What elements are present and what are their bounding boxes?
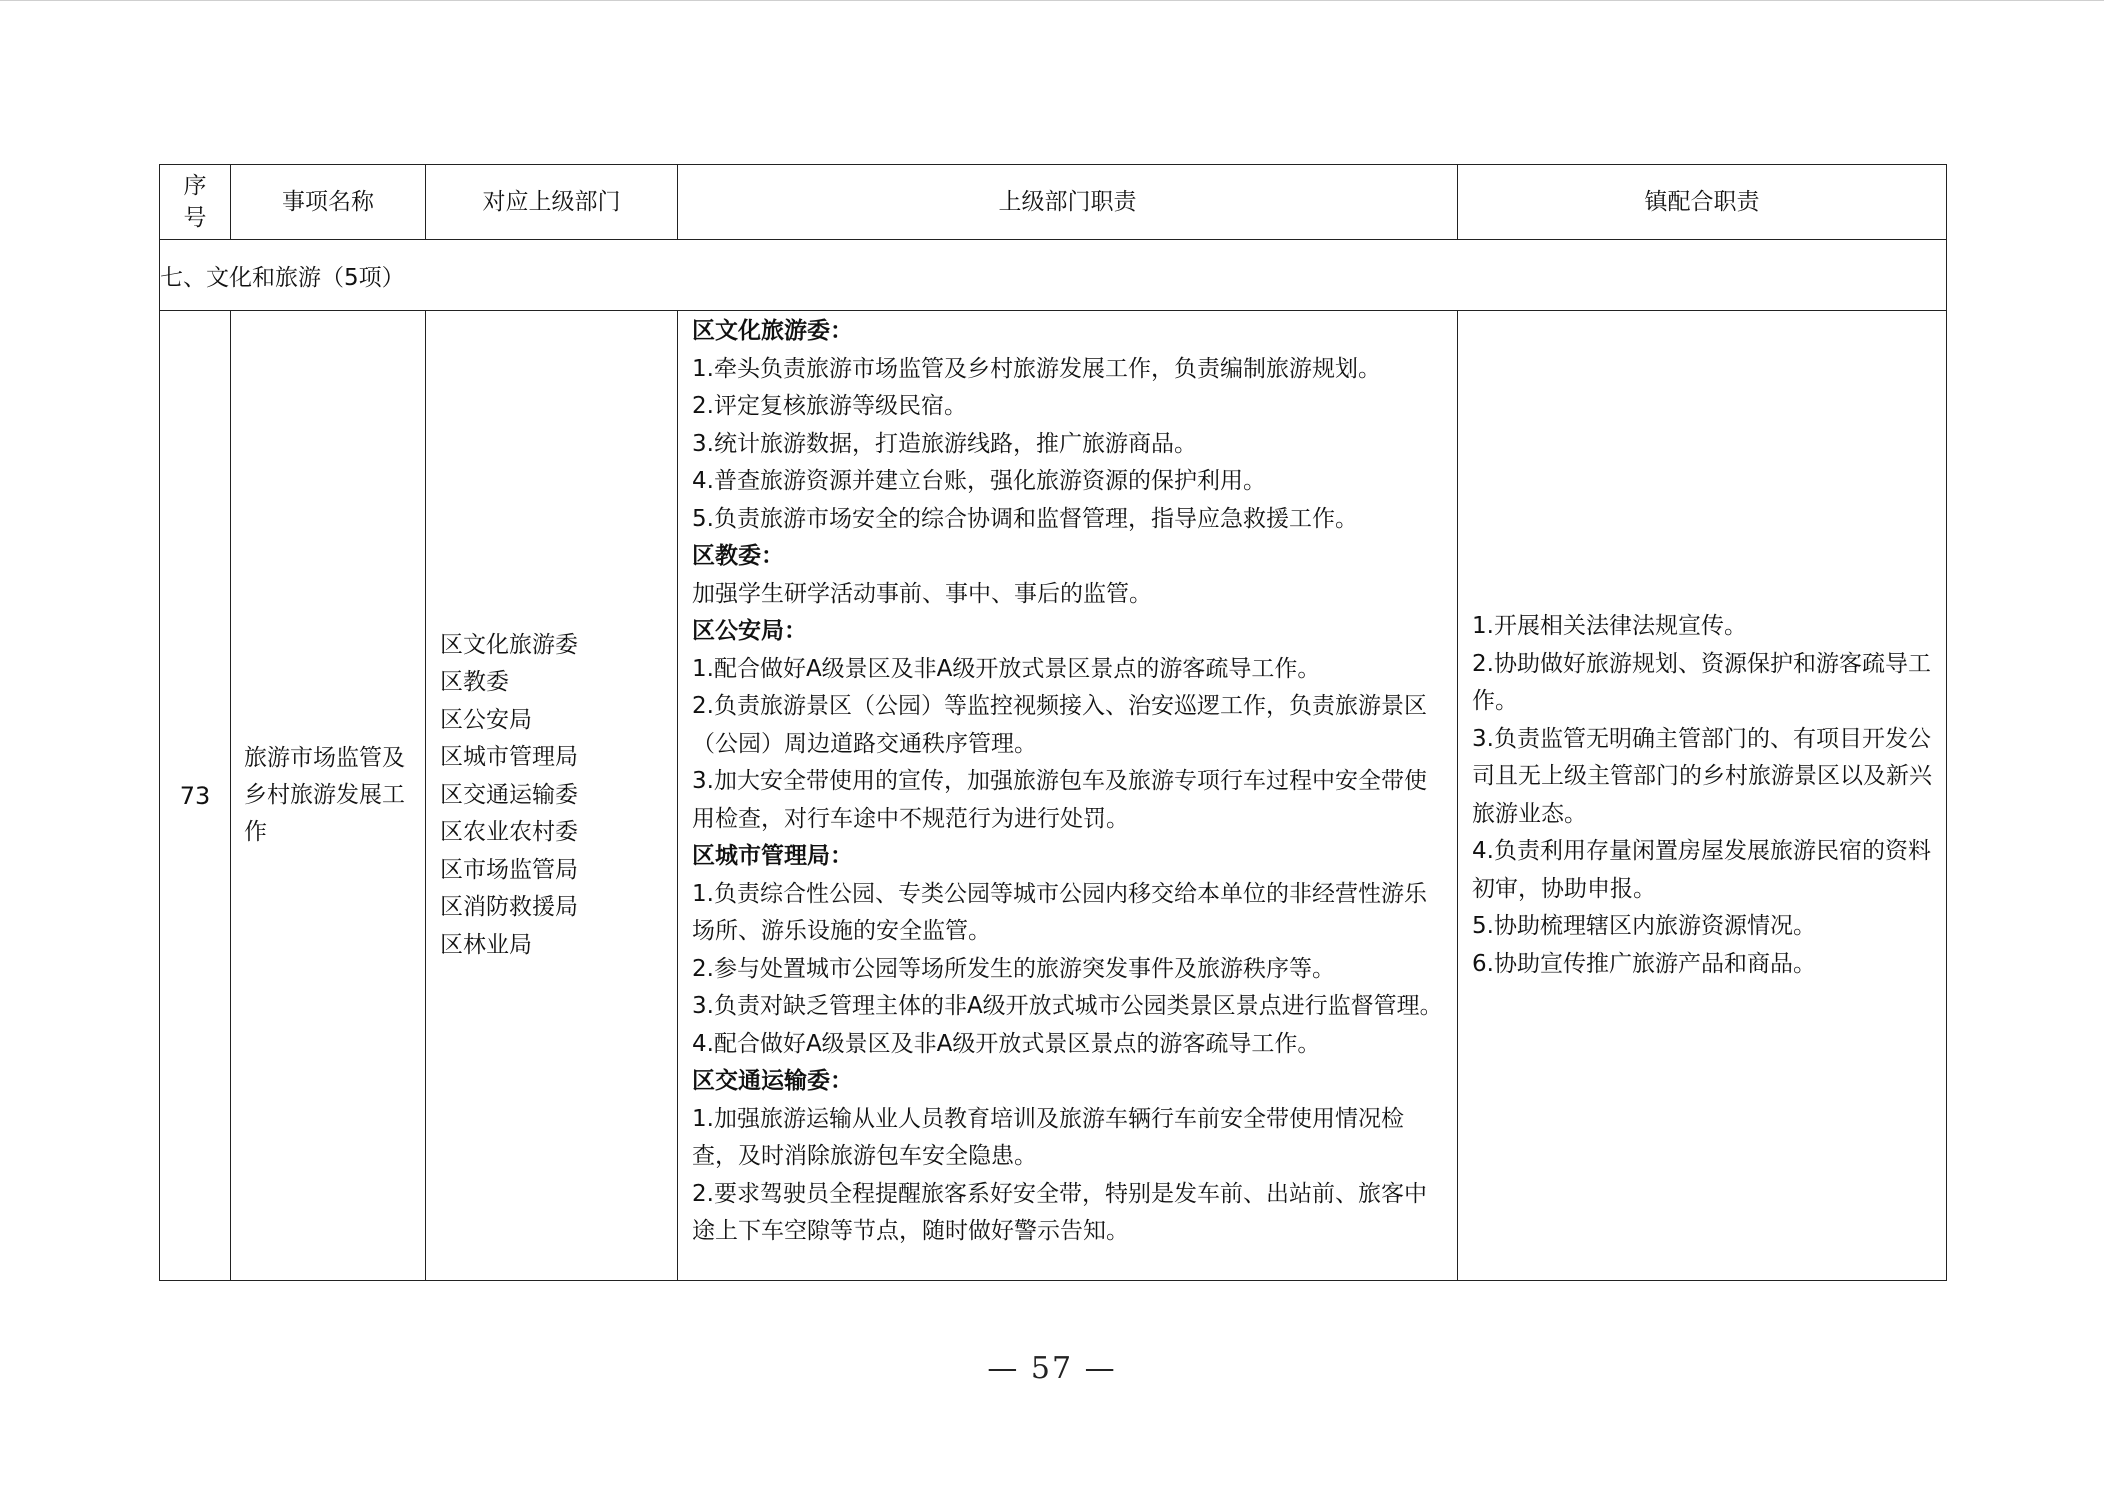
duty-item: 2.参与处置城市公园等场所发生的旅游突发事件及旅游秩序等。: [692, 955, 1335, 982]
department-item: 区公安局: [440, 706, 532, 733]
department-item: 区消防救援局: [440, 894, 578, 921]
duty-item: 1.加强旅游运输从业人员教育培训及旅游车辆行车前安全带使用情况检查，及时消除旅游包车安全隐患。: [692, 1105, 1404, 1169]
row-town-duties: [1458, 311, 1947, 1281]
duty-item: 2.要求驾驶员全程提醒旅客系好安全带，特别是发车前、出站前、旅客中途上下车空隙等节点，随时做好警示告知。: [692, 1180, 1427, 1244]
duty-item: 5.负责旅游市场安全的综合协调和监督管理，指导应急救援工作。: [692, 505, 1358, 532]
town-duty-item: 3.负责监管无明确主管部门的、有项目开发公司且无上级主管部门的乡村旅游景区以及新兴旅游业态。: [1472, 725, 1932, 827]
table-row: [160, 311, 1947, 1281]
department-item: 区林业局: [440, 931, 532, 958]
duty-item: 1.负责综合性公园、专类公园等城市公园内移交给本单位的非经营性游乐场所、游乐设施的安全监管。: [692, 880, 1427, 944]
duty-item: 4.普查旅游资源并建立台账，强化旅游资源的保护利用。: [692, 468, 1266, 494]
duty-item: 3.统计旅游数据，打造旅游线路，推广旅游商品。: [692, 430, 1197, 457]
header-duty: 上级部门职责: [678, 165, 1458, 240]
duty-item: 1.牵头负责旅游市场监管及乡村旅游发展工作，负责编制旅游规划。: [692, 355, 1381, 382]
department-item: 区农业农村委: [440, 819, 578, 846]
town-duty-item: 5.协助梳理辖区内旅游资源情况。: [1472, 913, 1816, 939]
duty-department-heading: 区交通运输委：: [692, 1068, 853, 1094]
header-dept: 对应上级部门: [426, 165, 678, 240]
section-row: [160, 240, 1947, 311]
duty-item: 2.评定复核旅游等级民宿。: [692, 393, 967, 419]
town-duty-item: 6.协助宣传推广旅游产品和商品。: [1472, 950, 1816, 977]
row-seq: 73: [160, 311, 231, 1281]
town-duty-item: 4.负责利用存量闲置房屋发展旅游民宿的资料初审，协助申报。: [1472, 838, 1931, 902]
town-duty-item: 1.开展相关法律法规宣传。: [1472, 613, 1747, 639]
duty-item: 3.负责对缺乏管理主体的非A级开放式城市公园类景区景点进行监督管理。: [692, 993, 1443, 1019]
row-departments: [426, 311, 678, 1281]
header-name: 事项名称: [231, 165, 426, 240]
section-title: 七、文化和旅游（5项）: [160, 240, 1947, 311]
header-seq-label: 序号: [183, 173, 207, 231]
duty-item: 加强学生研学活动事前、事中、事后的监管。: [692, 580, 1152, 607]
duty-item: 4.配合做好A级景区及非A级开放式景区景点的游客疏导工作。: [692, 1030, 1321, 1057]
department-item: 区交通运输委: [440, 781, 578, 808]
row-superior-duties: [678, 311, 1458, 1281]
duty-department-heading: 区城市管理局：: [692, 843, 853, 869]
duty-department-heading: 区公安局：: [692, 618, 807, 644]
header-seq: [160, 165, 231, 240]
duty-item: 2.负责旅游景区（公园）等监控视频接入、治安巡逻工作，负责旅游景区（公园）周边道路交通秩序管理。: [692, 693, 1427, 757]
page-number: — 57 —: [987, 1351, 1117, 1386]
department-item: 区城市管理局: [440, 744, 578, 771]
duty-department-heading: 区文化旅游委：: [692, 318, 853, 344]
department-item: 区市场监管局: [440, 856, 578, 883]
table-header-row: [160, 165, 1947, 240]
duty-item: 3.加大安全带使用的宣传，加强旅游包车及旅游专项行车过程中安全带使用检查，对行车途中不规范行为进行处罚。: [692, 768, 1427, 832]
town-duty-item: 2.协助做好旅游规划、资源保护和游客疏导工作。: [1472, 650, 1931, 714]
header-town: 镇配合职责: [1458, 165, 1947, 240]
duty-table: [159, 164, 1947, 1281]
department-item: 区教委: [440, 669, 509, 696]
duty-item: 1.配合做好A级景区及非A级开放式景区景点的游客疏导工作。: [692, 655, 1321, 682]
duty-department-heading: 区教委：: [692, 543, 784, 569]
row-item-name: 旅游市场监管及乡村旅游发展工作: [231, 311, 426, 1281]
department-item: 区文化旅游委: [440, 631, 578, 658]
